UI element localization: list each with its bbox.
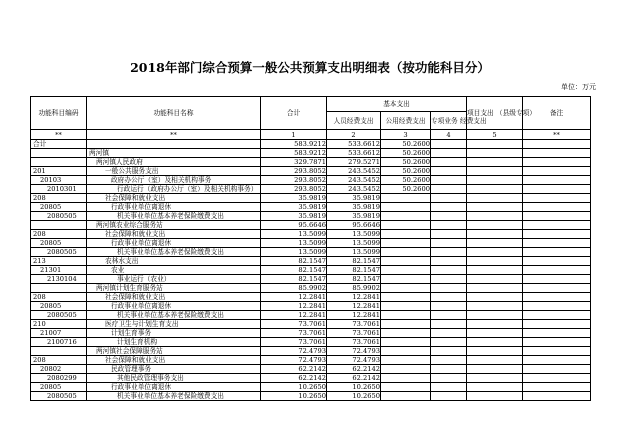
- special-cell: [431, 194, 467, 203]
- header-project: 项目支出 （县级专项）: [467, 97, 523, 130]
- project-cell: [467, 320, 523, 329]
- name-cell: 计划生育事务: [87, 329, 261, 338]
- table-row: [31, 302, 591, 311]
- special-cell: [431, 212, 467, 221]
- special-cell: [431, 167, 467, 176]
- special-cell: [431, 392, 467, 401]
- name-cell: 民政管理事务: [87, 365, 261, 374]
- public-cell: 50.2600: [381, 185, 431, 194]
- project-cell: [467, 194, 523, 203]
- personnel-cell: 533.6612: [327, 140, 381, 149]
- index-cell: 5: [467, 130, 523, 140]
- public-cell: [381, 239, 431, 248]
- code-cell: 2080299: [31, 374, 87, 383]
- project-cell: [467, 239, 523, 248]
- table-row: [31, 284, 591, 293]
- remark-cell: [523, 275, 591, 284]
- total-cell: 12.2841: [261, 293, 327, 302]
- total-cell: 329.7871: [261, 158, 327, 167]
- header-remark: 备注: [523, 97, 591, 130]
- code-cell: [31, 284, 87, 293]
- code-cell: 2100716: [31, 338, 87, 347]
- remark-cell: [523, 365, 591, 374]
- public-cell: [381, 338, 431, 347]
- code-cell: 2080505: [31, 311, 87, 320]
- project-cell: [467, 266, 523, 275]
- special-cell: [431, 311, 467, 320]
- personnel-cell: 533.6612: [327, 149, 381, 158]
- special-cell: [431, 203, 467, 212]
- special-cell: [431, 338, 467, 347]
- total-cell: 10.2650: [261, 392, 327, 401]
- name-cell: 政府办公厅（室）及相关机构事务: [87, 176, 261, 185]
- table-row: [31, 176, 591, 185]
- personnel-cell: 85.9902: [327, 284, 381, 293]
- public-cell: 50.2600: [381, 176, 431, 185]
- personnel-cell: 82.1547: [327, 266, 381, 275]
- index-cell: **: [523, 130, 591, 140]
- table-row: [31, 248, 591, 257]
- header-total: 合计: [261, 97, 327, 130]
- personnel-cell: 82.1547: [327, 275, 381, 284]
- table-row: [31, 212, 591, 221]
- public-cell: [381, 320, 431, 329]
- public-cell: [381, 203, 431, 212]
- personnel-cell: 12.2841: [327, 311, 381, 320]
- name-cell: 机关事业单位基本养老保险缴费支出: [87, 392, 261, 401]
- personnel-cell: 13.5099: [327, 230, 381, 239]
- public-cell: [381, 221, 431, 230]
- name-cell: 行政事业单位离退休: [87, 239, 261, 248]
- name-cell: 事业运行（农业）: [87, 275, 261, 284]
- table-row: [31, 266, 591, 275]
- remark-cell: [523, 185, 591, 194]
- public-cell: 50.2600: [381, 140, 431, 149]
- name-cell: 行政运行（政府办公厅（室）及相关机构事务）: [87, 185, 261, 194]
- special-cell: [431, 347, 467, 356]
- name-cell: 医疗卫生与计划生育支出: [87, 320, 261, 329]
- code-cell: 2010301: [31, 185, 87, 194]
- remark-cell: [523, 221, 591, 230]
- project-cell: [467, 203, 523, 212]
- total-cell: 13.5099: [261, 248, 327, 257]
- personnel-cell: 12.2841: [327, 293, 381, 302]
- remark-cell: [523, 383, 591, 392]
- name-cell: 两河镇: [87, 149, 261, 158]
- public-cell: [381, 212, 431, 221]
- personnel-cell: 13.5099: [327, 239, 381, 248]
- code-cell: 2080505: [31, 248, 87, 257]
- personnel-cell: 73.7061: [327, 329, 381, 338]
- public-cell: [381, 302, 431, 311]
- special-cell: [431, 230, 467, 239]
- table-row: [31, 167, 591, 176]
- special-cell: [431, 266, 467, 275]
- remark-cell: [523, 374, 591, 383]
- total-cell: 10.2650: [261, 383, 327, 392]
- code-cell: 2080505: [31, 392, 87, 401]
- personnel-cell: 72.4793: [327, 347, 381, 356]
- code-cell: 2130104: [31, 275, 87, 284]
- total-cell: 35.9819: [261, 194, 327, 203]
- total-cell: 62.2142: [261, 374, 327, 383]
- personnel-cell: 35.9819: [327, 194, 381, 203]
- total-cell: 293.8052: [261, 167, 327, 176]
- public-cell: [381, 329, 431, 338]
- header-name: 功能科目名称: [87, 97, 261, 130]
- code-cell: [31, 221, 87, 230]
- code-cell: 21301: [31, 266, 87, 275]
- public-cell: [381, 230, 431, 239]
- code-cell: 213: [31, 257, 87, 266]
- special-cell: [431, 320, 467, 329]
- code-cell: 208: [31, 293, 87, 302]
- public-cell: [381, 257, 431, 266]
- name-cell: 机关事业单位基本养老保险缴费支出: [87, 311, 261, 320]
- personnel-cell: 279.5271: [327, 158, 381, 167]
- remark-cell: [523, 320, 591, 329]
- code-cell: 21007: [31, 329, 87, 338]
- special-cell: [431, 140, 467, 149]
- remark-cell: [523, 284, 591, 293]
- name-cell: 行政事业单位离退休: [87, 302, 261, 311]
- special-cell: [431, 239, 467, 248]
- remark-cell: [523, 329, 591, 338]
- total-cell: 12.2841: [261, 302, 327, 311]
- public-cell: [381, 194, 431, 203]
- code-cell: 210: [31, 320, 87, 329]
- code-cell: [31, 158, 87, 167]
- special-cell: [431, 374, 467, 383]
- name-cell: 两河镇人民政府: [87, 158, 261, 167]
- project-cell: [467, 347, 523, 356]
- special-cell: [431, 185, 467, 194]
- table-row: [31, 230, 591, 239]
- table-row: [31, 140, 591, 149]
- total-cell: 12.2841: [261, 311, 327, 320]
- public-cell: [381, 392, 431, 401]
- special-cell: [431, 158, 467, 167]
- table-row: [31, 203, 591, 212]
- name-cell: [87, 140, 261, 149]
- project-cell: [467, 167, 523, 176]
- total-cell: 73.7061: [261, 329, 327, 338]
- total-cell: 73.7061: [261, 338, 327, 347]
- total-cell: 62.2142: [261, 365, 327, 374]
- project-cell: [467, 275, 523, 284]
- project-cell: [467, 257, 523, 266]
- public-cell: [381, 383, 431, 392]
- code-cell: 合计: [31, 140, 87, 149]
- project-cell: [467, 293, 523, 302]
- remark-cell: [523, 212, 591, 221]
- table-row: [31, 365, 591, 374]
- name-cell: 农业: [87, 266, 261, 275]
- code-cell: 20103: [31, 176, 87, 185]
- budget-table: [30, 96, 591, 401]
- code-cell: 20805: [31, 302, 87, 311]
- project-cell: [467, 374, 523, 383]
- public-cell: [381, 248, 431, 257]
- remark-cell: [523, 257, 591, 266]
- special-cell: [431, 248, 467, 257]
- index-cell: 3: [381, 130, 431, 140]
- remark-cell: [523, 302, 591, 311]
- special-cell: [431, 176, 467, 185]
- table-row: [31, 239, 591, 248]
- name-cell: 两河镇社会保障服务站: [87, 347, 261, 356]
- public-cell: [381, 356, 431, 365]
- remark-cell: [523, 167, 591, 176]
- code-cell: [31, 347, 87, 356]
- index-row: [31, 130, 591, 140]
- name-cell: 社会保障和就业支出: [87, 194, 261, 203]
- page-title: 2018年部门综合预算一般公共预算支出明细表（按功能科目分）: [130, 60, 490, 75]
- name-cell: 其他民政管理事务支出: [87, 374, 261, 383]
- project-cell: [467, 329, 523, 338]
- public-cell: [381, 374, 431, 383]
- total-cell: 85.9902: [261, 284, 327, 293]
- remark-cell: [523, 248, 591, 257]
- remark-cell: [523, 239, 591, 248]
- personnel-cell: 243.5452: [327, 185, 381, 194]
- special-cell: [431, 356, 467, 365]
- personnel-cell: 95.6646: [327, 221, 381, 230]
- project-cell: [467, 383, 523, 392]
- table-row: [31, 275, 591, 284]
- personnel-cell: 73.7061: [327, 338, 381, 347]
- project-cell: [467, 158, 523, 167]
- total-cell: 82.1547: [261, 257, 327, 266]
- name-cell: 计划生育机构: [87, 338, 261, 347]
- table-row: [31, 158, 591, 167]
- code-cell: 208: [31, 356, 87, 365]
- remark-cell: [523, 140, 591, 149]
- personnel-cell: 35.9819: [327, 203, 381, 212]
- code-cell: 208: [31, 230, 87, 239]
- total-cell: 293.8052: [261, 176, 327, 185]
- special-cell: [431, 149, 467, 158]
- table-row: [31, 329, 591, 338]
- personnel-cell: 35.9819: [327, 212, 381, 221]
- project-cell: [467, 356, 523, 365]
- name-cell: 机关事业单位基本养老保险缴费支出: [87, 212, 261, 221]
- total-cell: 13.5099: [261, 239, 327, 248]
- project-cell: [467, 248, 523, 257]
- header-basic: 基本支出: [327, 97, 467, 112]
- total-cell: 583.9212: [261, 140, 327, 149]
- table-row: [31, 356, 591, 365]
- code-cell: [31, 149, 87, 158]
- remark-cell: [523, 311, 591, 320]
- remark-cell: [523, 194, 591, 203]
- table-row: [31, 311, 591, 320]
- remark-cell: [523, 266, 591, 275]
- special-cell: [431, 275, 467, 284]
- project-cell: [467, 338, 523, 347]
- special-cell: [431, 329, 467, 338]
- total-cell: 35.9819: [261, 212, 327, 221]
- public-cell: [381, 275, 431, 284]
- name-cell: 行政事业单位离退休: [87, 203, 261, 212]
- personnel-cell: 243.5452: [327, 176, 381, 185]
- personnel-cell: 62.2142: [327, 374, 381, 383]
- code-cell: 208: [31, 194, 87, 203]
- project-cell: [467, 311, 523, 320]
- header-personnel: 人员经费支出: [327, 112, 381, 130]
- remark-cell: [523, 347, 591, 356]
- personnel-cell: 12.2841: [327, 302, 381, 311]
- code-cell: 201: [31, 167, 87, 176]
- remark-cell: [523, 176, 591, 185]
- table-row: [31, 374, 591, 383]
- name-cell: 行政事业单位离退休: [87, 383, 261, 392]
- index-cell: 1: [261, 130, 327, 140]
- header-public: 公用经费支出: [381, 112, 431, 130]
- remark-cell: [523, 338, 591, 347]
- remark-cell: [523, 230, 591, 239]
- public-cell: [381, 347, 431, 356]
- header-code: 功能科目编码: [31, 97, 87, 130]
- header-row: [31, 97, 591, 112]
- personnel-cell: 73.7061: [327, 320, 381, 329]
- code-cell: 20805: [31, 239, 87, 248]
- total-cell: 35.9819: [261, 203, 327, 212]
- total-cell: 13.5099: [261, 230, 327, 239]
- public-cell: [381, 365, 431, 374]
- table-row: [31, 194, 591, 203]
- special-cell: [431, 293, 467, 302]
- public-cell: 50.2600: [381, 167, 431, 176]
- name-cell: 社会保障和就业支出: [87, 230, 261, 239]
- name-cell: 两河镇计划生育服务站: [87, 284, 261, 293]
- table-row: [31, 383, 591, 392]
- project-cell: [467, 365, 523, 374]
- project-cell: [467, 140, 523, 149]
- personnel-cell: 72.4793: [327, 356, 381, 365]
- special-cell: [431, 302, 467, 311]
- remark-cell: [523, 149, 591, 158]
- public-cell: [381, 311, 431, 320]
- special-cell: [431, 365, 467, 374]
- code-cell: 20805: [31, 203, 87, 212]
- name-cell: 两河镇农业综合服务站: [87, 221, 261, 230]
- total-cell: 72.4793: [261, 347, 327, 356]
- table-row: [31, 320, 591, 329]
- table-row: [31, 293, 591, 302]
- code-cell: 20805: [31, 383, 87, 392]
- total-cell: 95.6646: [261, 221, 327, 230]
- personnel-cell: 10.2650: [327, 392, 381, 401]
- remark-cell: [523, 203, 591, 212]
- project-cell: [467, 185, 523, 194]
- personnel-cell: 62.2142: [327, 365, 381, 374]
- unit-label: 单位：万元: [561, 83, 596, 91]
- name-cell: 机关事业单位基本养老保险缴费支出: [87, 248, 261, 257]
- public-cell: [381, 284, 431, 293]
- personnel-cell: 13.5099: [327, 248, 381, 257]
- special-cell: [431, 284, 467, 293]
- total-cell: 583.9212: [261, 149, 327, 158]
- remark-cell: [523, 392, 591, 401]
- project-cell: [467, 302, 523, 311]
- remark-cell: [523, 158, 591, 167]
- table-row: [31, 257, 591, 266]
- remark-cell: [523, 293, 591, 302]
- personnel-cell: 10.2650: [327, 383, 381, 392]
- special-cell: [431, 383, 467, 392]
- table-row: [31, 149, 591, 158]
- code-cell: 2080505: [31, 212, 87, 221]
- total-cell: 72.4793: [261, 356, 327, 365]
- project-cell: [467, 284, 523, 293]
- table-row: [31, 338, 591, 347]
- code-cell: 20802: [31, 365, 87, 374]
- project-cell: [467, 230, 523, 239]
- index-cell: 2: [327, 130, 381, 140]
- total-cell: 82.1547: [261, 266, 327, 275]
- total-cell: 293.8052: [261, 185, 327, 194]
- table-body: [31, 140, 591, 401]
- remark-cell: [523, 356, 591, 365]
- table-row: [31, 221, 591, 230]
- index-cell: 4: [431, 130, 467, 140]
- special-cell: [431, 257, 467, 266]
- project-cell: [467, 212, 523, 221]
- table-row: [31, 347, 591, 356]
- name-cell: 社会保障和就业支出: [87, 356, 261, 365]
- project-cell: [467, 149, 523, 158]
- index-cell: **: [87, 130, 261, 140]
- table-row: [31, 392, 591, 401]
- name-cell: 农林水支出: [87, 257, 261, 266]
- project-cell: [467, 221, 523, 230]
- personnel-cell: 243.5452: [327, 167, 381, 176]
- project-cell: [467, 392, 523, 401]
- public-cell: [381, 293, 431, 302]
- special-cell: [431, 221, 467, 230]
- public-cell: 50.2600: [381, 149, 431, 158]
- name-cell: 社会保障和就业支出: [87, 293, 261, 302]
- header-special: 专项业务 经费支出: [431, 112, 467, 130]
- table-row: [31, 185, 591, 194]
- index-cell: **: [31, 130, 87, 140]
- total-cell: 82.1547: [261, 275, 327, 284]
- project-cell: [467, 176, 523, 185]
- name-cell: 一般公共服务支出: [87, 167, 261, 176]
- personnel-cell: 82.1547: [327, 257, 381, 266]
- public-cell: [381, 266, 431, 275]
- table-header: [31, 97, 591, 140]
- public-cell: 50.2600: [381, 158, 431, 167]
- total-cell: 73.7061: [261, 320, 327, 329]
